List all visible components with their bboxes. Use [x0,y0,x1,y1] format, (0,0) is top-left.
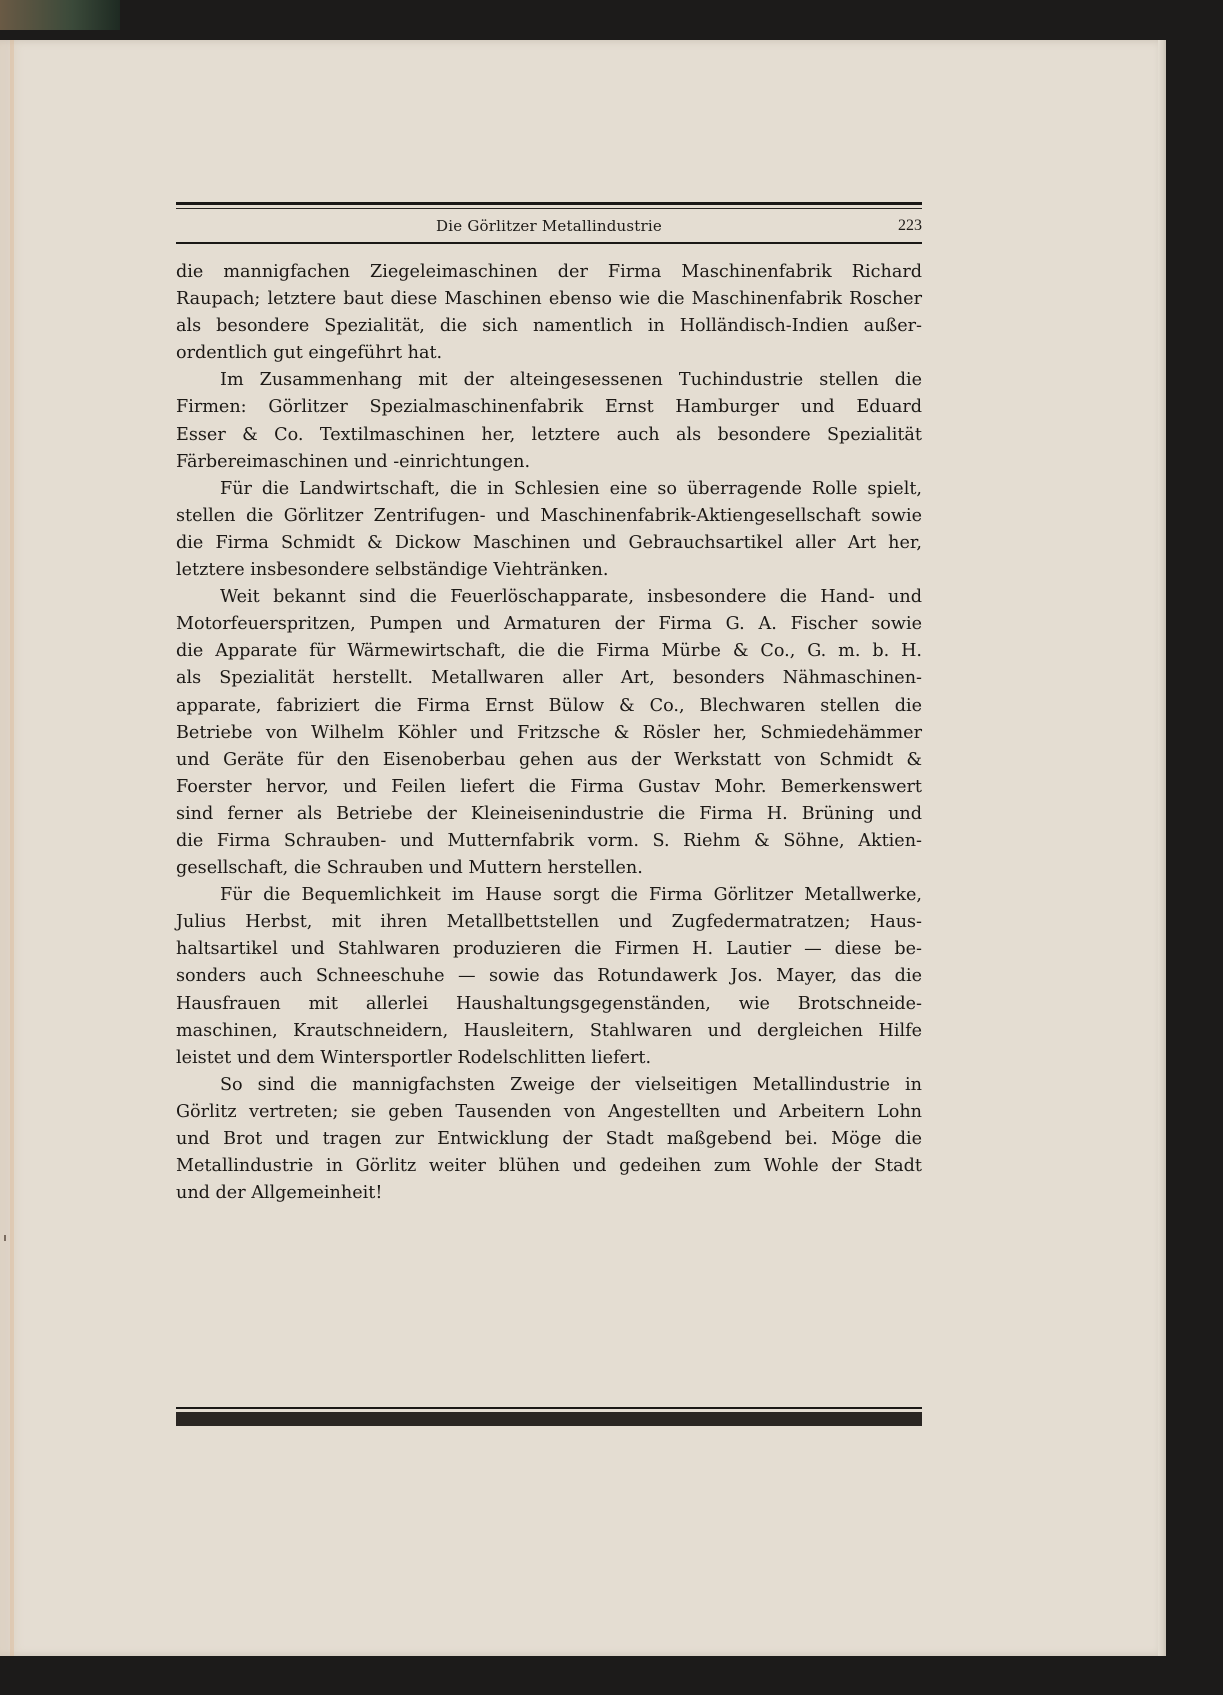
text-line-content: Metallindustrie in Görlitz weiter blühen und gedeihen zum Wohle der Stadt [176,1156,922,1177]
text-line [176,774,922,801]
text-line [176,1018,922,1045]
text-line-content: haltsartikel und Stahlwaren produzieren die Firmen H. Lautier — diese be- [176,939,922,960]
text-line [176,801,922,828]
page-mark [4,1235,6,1241]
text-line-content: die Firma Schrauben- und Mutternfabrik vorm. S. Riehm & Söhne, Aktien- [176,830,922,851]
text-line-content: als Spezialität herstellt. Metallwaren aller Art, besonders Nähmaschinen- [176,668,922,689]
text-line [176,367,922,394]
text-line [176,476,922,503]
book-binding [0,0,120,30]
text-line [176,720,922,747]
text-line [176,747,922,774]
footer-rule-thick [176,1412,922,1426]
text-line [176,286,922,313]
text-line-content: und der Allgemeinheit! [176,1183,383,1204]
text-line-content: Foerster hervor, und Feilen liefert die Firma Gustav Mohr. Bemerkenswert [176,776,922,797]
header-rule-top [176,202,922,205]
text-line [176,340,922,367]
text-line [176,855,922,882]
text-line-content: gesellschaft, die Schrauben und Muttern herstellen. [176,858,643,879]
text-line-content: Julius Herbst, mit ihren Metallbettstellen und Zugfedermatratzen; Haus- [176,912,922,933]
text-line-content: apparate, fabriziert die Firma Ernst Bülow & Co., Blechwaren stellen die [176,695,922,716]
text-line [176,936,922,963]
book-page [0,40,1166,1656]
header-rule-top-thin [176,208,922,209]
running-head-title: Die Görlitzer Metallindustrie [436,217,662,235]
text-line-content: maschinen, Krautschneidern, Hausleitern, Stahlwaren und dergleichen Hilfe [176,1020,922,1041]
text-line-content: die Firma Schmidt & Dickow Maschinen und Gebrauchsartikel aller Art her, [176,532,922,553]
text-line [176,1045,922,1072]
text-line-content: Betriebe von Wilhelm Köhler und Fritzsche & Rösler her, Schmiedehämmer [176,722,922,743]
text-line [176,422,922,449]
text-line-content: Esser & Co. Textilmaschinen her, letztere auch als besondere Spezialität [176,424,922,445]
text-line-content: Raupach; letztere baut diese Maschinen ebenso wie die Maschinenfabrik Roscher [176,289,922,310]
text-line-content: letztere insbesondere selbständige Viehtränken. [176,560,609,581]
text-line-content: ordentlich gut eingeführt hat. [176,343,443,364]
text-line [176,963,922,990]
text-line [176,1153,922,1180]
text-line-content: stellen die Görlitzer Zentrifugen- und Maschinenfabrik-Aktiengesellschaft sowie [176,505,922,526]
text-line [176,259,922,286]
text-line-content: Weit bekannt sind die Feuerlöschapparate, insbesondere die Hand- und [220,587,922,608]
text-line-content: und Geräte für den Eisenoberbau gehen aus der Werkstatt von Schmidt & [176,749,922,770]
text-line-content: die Apparate für Wärmewirtschaft, die die Firma Mürbe & Co., G. m. b. H. [176,641,922,662]
text-line-content: Firmen: Görlitzer Spezialmaschinenfabrik Ernst Hamburger und Eduard [176,397,922,418]
text-line-content: leistet und dem Wintersportler Rodelschlitten liefert. [176,1047,652,1068]
text-line [176,909,922,936]
text-line-content: Görlitz vertreten; sie geben Tausenden von Angestellten und Arbeitern Lohn [176,1101,922,1122]
text-line [176,991,922,1018]
text-line-content: die mannigfachen Ziegeleimaschinen der Firma Maschinenfabrik Richard [176,262,922,282]
text-line [176,828,922,855]
text-line-content: als besondere Spezialität, die sich namentlich in Holländisch-Indien außer- [176,316,922,337]
text-line [176,503,922,530]
text-line-content: Motorfeuerspritzen, Pumpen und Armaturen der Firma G. A. Fischer sowie [176,614,922,635]
footer-rule-thin [176,1407,922,1409]
text-line [176,584,922,611]
body-text [176,259,922,1207]
page-edge [1158,40,1166,1656]
text-line-content: So sind die mannigfachsten Zweige der vielseitigen Metallindustrie in [220,1074,922,1095]
text-line-content: sonders auch Schneeschuhe — sowie das Rotundawerk Jos. Mayer, das die [176,966,922,987]
text-line [176,313,922,340]
text-line [176,882,922,909]
running-head [176,215,922,239]
text-line [176,557,922,584]
text-line [176,1180,922,1207]
text-line [176,665,922,692]
text-line-content: Für die Landwirtschaft, die in Schlesien eine so überragende Rolle spielt, [220,478,922,499]
text-line-content: Färbereimaschinen und -einrichtungen. [176,451,531,472]
text-line [176,1099,922,1126]
text-line-content: sind ferner als Betriebe der Kleineisenindustrie die Firma H. Brüning und [176,803,922,824]
text-line-content: Für die Bequemlichkeit im Hause sorgt die Firma Görlitzer Metallwerke, [220,885,922,906]
text-line-content: Im Zusammenhang mit der alteingesessenen Tuchindustrie stellen die [220,370,922,391]
text-line [176,449,922,476]
text-line [176,1072,922,1099]
text-line [176,693,922,720]
text-line [176,1126,922,1153]
text-line [176,638,922,665]
text-line [176,530,922,557]
page-number: 223 [898,217,922,234]
text-line [176,611,922,638]
text-line-content: Hausfrauen mit allerlei Haushaltungsgegenständen, wie Brotschneide- [176,993,922,1014]
text-line-content: und Brot und tragen zur Entwicklung der Stadt maßgebend bei. Möge die [176,1129,922,1149]
header-rule-bottom [176,242,922,244]
text-line [176,394,922,421]
